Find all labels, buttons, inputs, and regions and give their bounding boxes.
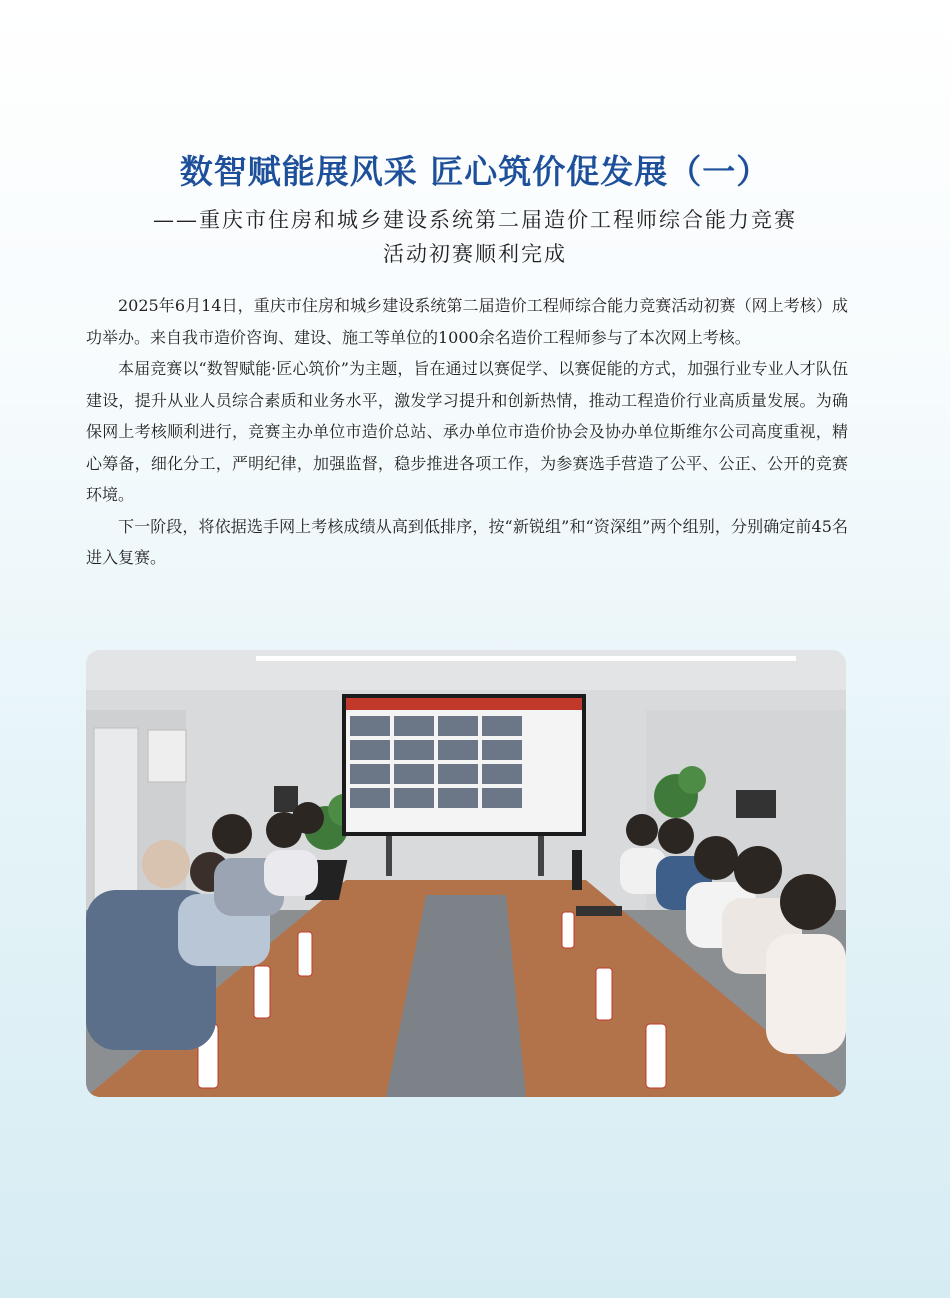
article-subtitle-line2: 活动初赛顺利完成 (383, 242, 567, 266)
paragraph: 本届竞赛以“数智赋能·匠心筑价”为主题，旨在通过以赛促学、以赛促能的方式，加强行业专业人才队伍建设，提升从业人员综合素质和业务水平，激发学习提升和创新热情，推动工程造价行业高质量发展。为确保网上考核顺利进行，竞赛主办单位市造价总站、承办单位市造价协会及协办单位斯维尔公司高度重视，精心筹备，细化分工，严明纪律，加强监督，稳步推进各项工作，为参赛选手营造了公平、公正、公开的竞赛环境。 (86, 359, 848, 504)
article-title: 数智赋能展风采 匠心筑价促发展（一） (179, 152, 771, 191)
article-body (86, 290, 848, 574)
meeting-room-photo-illustration (86, 650, 846, 1097)
article-subtitle-line1: ——重庆市住房和城乡建设系统第二届造价工程师综合能力竞赛 (153, 208, 797, 232)
paragraph: 下一阶段，将依据选手网上考核成绩从高到低排序，按“新锐组”和“资深组”两个组别，分别确定前45名进入复赛。 (86, 516, 848, 567)
paragraph: 2025年6月14日，重庆市住房和城乡建设系统第二届造价工程师综合能力竞赛活动初赛（网上考核）成功举办。来自我市造价咨询、建设、施工等单位的1000余名造价工程师参与了本次网上考核。 (86, 296, 848, 347)
meeting-photo (86, 650, 846, 1097)
